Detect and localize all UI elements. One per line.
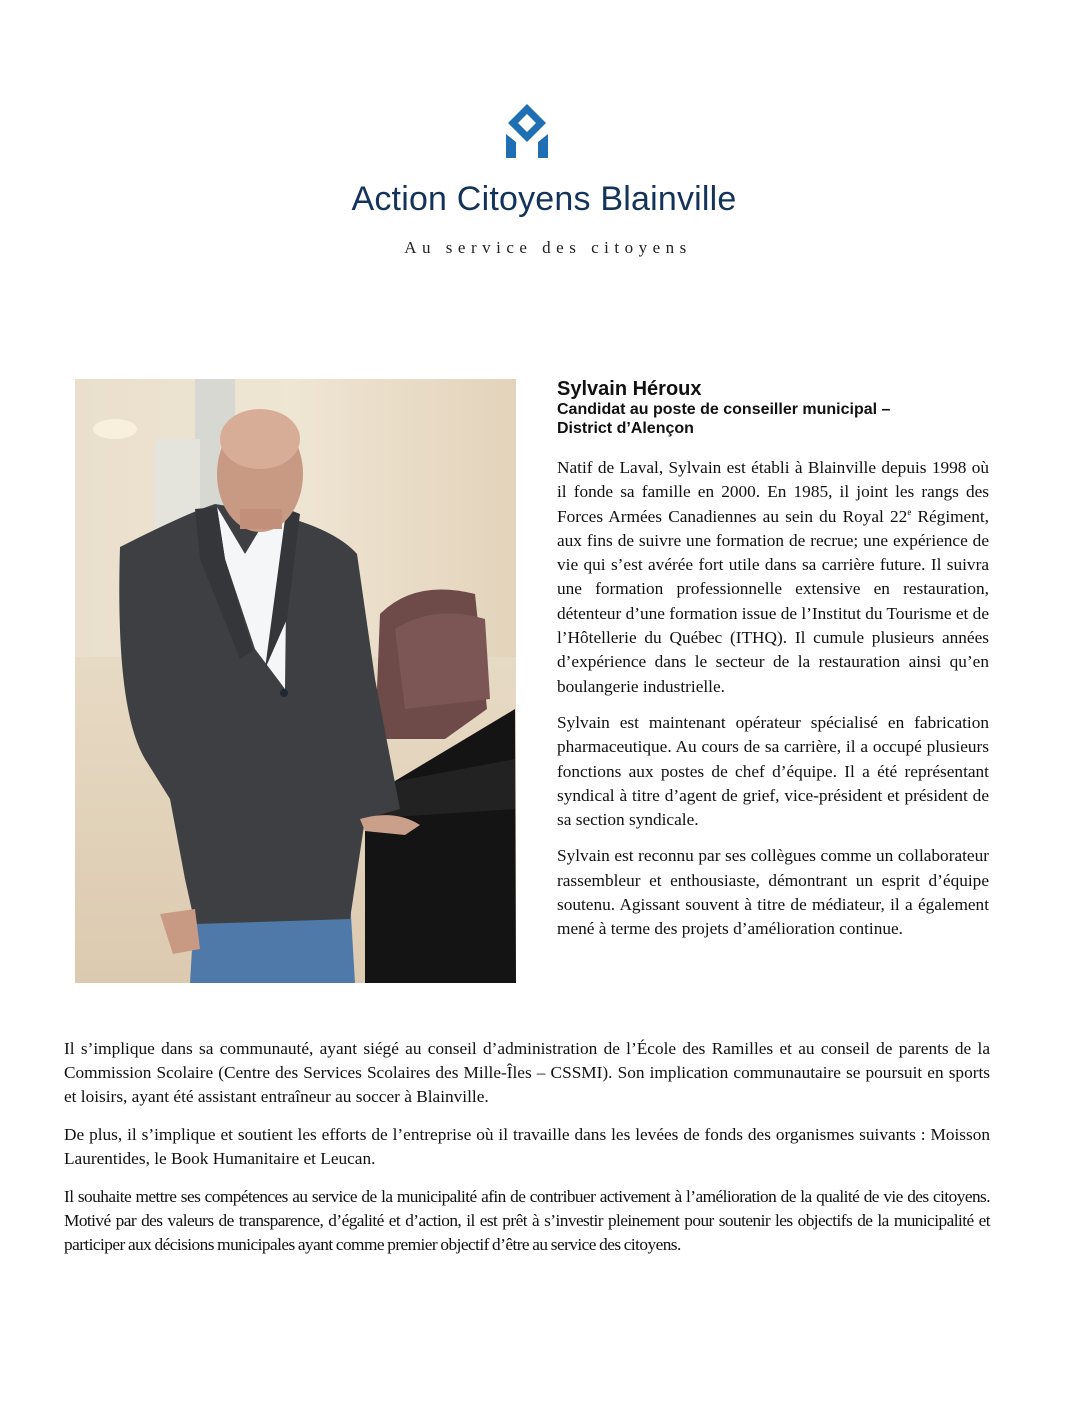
bio-paragraph-4: Il s’implique dans sa communauté, ayant siégé au conseil d’administration de l’École des Ramilles et au conseil de parents de la Commission Scolaire (Centre des Services Scolaires des Mille-Îles – CSSMI). Son implication communautaire se poursuit en sports et loisirs, ayant été assistant entraîneur au soccer à Blainville. (64, 1039, 990, 1106)
bio-p1-superscript: e (907, 506, 912, 517)
tagline: Au service des citoyens (404, 238, 692, 257)
bio-paragraph-3: Sylvain est reconnu par ses collègues comme un collaborateur rassembleur et enthousiaste, démontrant un esprit d’équipe soutenu. Agissant souvent à titre de médiateur, il a également mené à terme des projets d’amélioration continue. (557, 846, 989, 939)
candidate-name: Sylvain Héroux (557, 378, 702, 400)
bio-paragraph-1 (557, 456, 989, 699)
bio-paragraph-2: Sylvain est maintenant opérateur spécialisé en fabrication pharmaceutique. Au cours de sa carrière, il a occupé plusieurs fonctions aux postes de chef d’équipe. Il a été représentant syndical à titre d’agent de grief, vice-président et président de sa section syndicale. (557, 712, 989, 830)
candidate-photo (75, 379, 516, 983)
org-name: Action Citoyens Blainville (351, 180, 737, 218)
bio-p1-text-a: Natif de Laval, Sylvain est établi à Blainville depuis 1998 où il fonde sa famille en 2000. En 1985, il joint les rangs des Forces Armées Canadiennes au sein du Royal 22 (557, 458, 989, 526)
logo-icon (506, 104, 548, 158)
candidate-role (557, 400, 989, 438)
bio-paragraph-6: Il souhaite mettre ses compétences au service de la municipalité afin de contribuer activement à l’amélioration de la qualité de vie des citoyens. Motivé par des valeurs de transparence, d’égalité et d’action, il est prêt à s’investir pleinement pour soutenir les objectifs de la municipalité et participer aux décisions municipales ayant comme premier objectif d’être au service des citoyens. (64, 1187, 990, 1254)
candidate-role-line1: Candidat au poste de conseiller municipal – (557, 401, 891, 418)
bio-paragraph-5: De plus, il s’implique et soutient les efforts de l’entreprise où il travaille dans les levées de fonds des organismes suivants : Moisson Laurentides, le Book Humanitaire et Leucan. (64, 1125, 990, 1168)
candidate-district: District d’Alençon (557, 420, 694, 437)
bio-full-width (64, 1037, 990, 1271)
bio-p1-text-b: Régiment, aux fins de suivre une formation de recrue; une expérience de vie qui s’est avérée fort utile dans sa carrière future. Il suivra une formation professionnelle extensive en restauration, détenteur d’une formation issue de l’Institut du Tourisme et de l’Hôtellerie du Québec (ITHQ). Il cumule plusieurs années d’expérience dans le secteur de la restauration ainsi qu’en boulangerie industrielle. (557, 506, 989, 696)
bio-right-column (557, 378, 989, 954)
